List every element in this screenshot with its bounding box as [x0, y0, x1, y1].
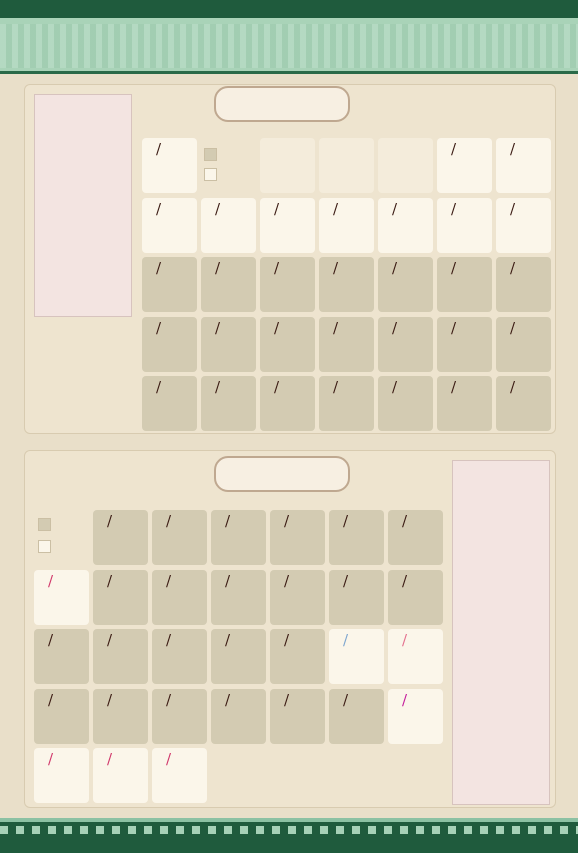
date-slash: /: [333, 318, 339, 337]
day-cell: [201, 198, 256, 253]
day-cell: [34, 689, 89, 744]
day-cell: [329, 570, 384, 625]
date-slash: /: [402, 512, 408, 530]
day-cell: [260, 198, 315, 253]
day-cell: [329, 510, 384, 565]
header-ornament: [0, 24, 578, 68]
day-cell: [378, 257, 433, 312]
day-cell: [319, 376, 374, 431]
date-slash: /: [451, 259, 457, 277]
day-cell: [319, 317, 374, 372]
date-slash: /: [166, 690, 172, 709]
day-cell: [142, 317, 197, 372]
date-slash: /: [510, 199, 516, 218]
day-cell: [437, 317, 492, 372]
day-cell: [34, 748, 89, 803]
day-cell: [437, 376, 492, 431]
date-slash: /: [333, 199, 339, 218]
date-slash: /: [156, 318, 162, 337]
day-cell: [93, 748, 148, 803]
date-slash: /: [215, 199, 221, 218]
top-border: [0, 0, 578, 18]
date-slash: /: [284, 571, 290, 590]
day-cell: [152, 689, 207, 744]
day-cell: [211, 510, 266, 565]
date-slash: /: [107, 512, 113, 530]
day-cell: [319, 198, 374, 253]
bottom-ornament: [0, 826, 578, 834]
date-slash: /: [510, 259, 516, 277]
march-legend: [200, 138, 255, 193]
date-slash: /: [166, 750, 172, 768]
date-slash: /: [107, 750, 113, 768]
date-slash: /: [343, 631, 349, 649]
day-cell: [378, 198, 433, 253]
day-cell: [437, 138, 492, 193]
day-cell: [201, 317, 256, 372]
april-month-title: [214, 456, 350, 492]
date-slash: /: [48, 571, 54, 590]
april-sidebar: [452, 460, 550, 805]
date-slash: /: [107, 690, 113, 709]
date-slash: /: [284, 631, 290, 649]
day-cell: [270, 570, 325, 625]
day-cell: [201, 257, 256, 312]
date-slash: /: [166, 571, 172, 590]
march-month-title: [214, 86, 350, 122]
day-cell: [93, 629, 148, 684]
date-slash: /: [284, 512, 290, 530]
fast-swatch: [38, 518, 51, 531]
date-slash: /: [225, 631, 231, 649]
date-slash: /: [333, 259, 339, 277]
date-slash: /: [343, 571, 349, 590]
day-cell: [260, 317, 315, 372]
day-cell: [319, 257, 374, 312]
date-slash: /: [215, 318, 221, 337]
date-slash: /: [274, 199, 280, 218]
date-slash: /: [156, 140, 162, 158]
date-slash: /: [510, 318, 516, 337]
day-cell: [270, 689, 325, 744]
date-slash: /: [225, 512, 231, 530]
day-cell: [211, 689, 266, 744]
date-slash: /: [48, 750, 54, 768]
day-cell: [142, 198, 197, 253]
date-slash: /: [225, 571, 231, 590]
day-cell: [211, 570, 266, 625]
day-cell: [152, 510, 207, 565]
date-slash: /: [343, 690, 349, 709]
day-cell: [378, 317, 433, 372]
date-slash: /: [284, 690, 290, 709]
date-slash: /: [392, 199, 398, 218]
march-sidebar: [34, 94, 132, 317]
day-cell: [152, 748, 207, 803]
day-cell: [93, 570, 148, 625]
date-slash: /: [510, 378, 516, 396]
fast-swatch: [204, 148, 217, 161]
day-cell: [201, 376, 256, 431]
date-slash: /: [107, 631, 113, 649]
date-slash: /: [451, 199, 457, 218]
date-slash: /: [166, 512, 172, 530]
day-cell: [388, 689, 443, 744]
day-cell: [378, 376, 433, 431]
day-cell: [270, 510, 325, 565]
date-slash: /: [451, 378, 457, 396]
day-cell: [496, 198, 551, 253]
date-slash: /: [343, 512, 349, 530]
date-slash: /: [402, 571, 408, 590]
day-cell: [437, 257, 492, 312]
date-slash: /: [166, 631, 172, 649]
date-slash: /: [274, 378, 280, 396]
date-slash: /: [392, 318, 398, 337]
date-slash: /: [392, 378, 398, 396]
day-cell: [496, 376, 551, 431]
day-cell: [437, 198, 492, 253]
date-slash: /: [225, 690, 231, 709]
date-slash: /: [402, 690, 408, 709]
day-cell: [388, 629, 443, 684]
date-slash: /: [333, 378, 339, 396]
date-slash: /: [215, 259, 221, 277]
date-slash: /: [274, 318, 280, 337]
day-cell: [388, 510, 443, 565]
day-cell: [34, 629, 89, 684]
day-cell: [142, 138, 197, 193]
date-slash: /: [274, 259, 280, 277]
date-slash: /: [451, 140, 457, 158]
calendar-header: [0, 18, 578, 74]
date-slash: /: [48, 631, 54, 649]
empty-cell: [260, 138, 315, 193]
nonfast-swatch: [204, 168, 217, 181]
day-cell: [270, 629, 325, 684]
day-cell: [496, 138, 551, 193]
day-cell: [496, 317, 551, 372]
date-slash: /: [402, 631, 408, 649]
day-cell: [260, 257, 315, 312]
empty-cell: [319, 138, 374, 193]
date-slash: /: [451, 318, 457, 337]
nonfast-swatch: [38, 540, 51, 553]
day-cell: [496, 257, 551, 312]
date-slash: /: [215, 378, 221, 396]
date-slash: /: [156, 259, 162, 277]
april-legend: [34, 510, 89, 565]
day-cell: [211, 629, 266, 684]
day-cell: [152, 570, 207, 625]
day-cell: [34, 570, 89, 625]
date-slash: /: [156, 378, 162, 396]
day-cell: [152, 629, 207, 684]
day-cell: [329, 629, 384, 684]
day-cell: [329, 689, 384, 744]
date-slash: /: [107, 571, 113, 590]
date-slash: /: [510, 140, 516, 158]
date-slash: /: [392, 259, 398, 277]
day-cell: [260, 376, 315, 431]
date-slash: /: [156, 199, 162, 218]
day-cell: [388, 570, 443, 625]
day-cell: [142, 257, 197, 312]
bottom-border: [0, 818, 578, 853]
date-slash: /: [48, 690, 54, 709]
day-cell: [142, 376, 197, 431]
day-cell: [93, 510, 148, 565]
day-cell: [93, 689, 148, 744]
empty-cell: [378, 138, 433, 193]
